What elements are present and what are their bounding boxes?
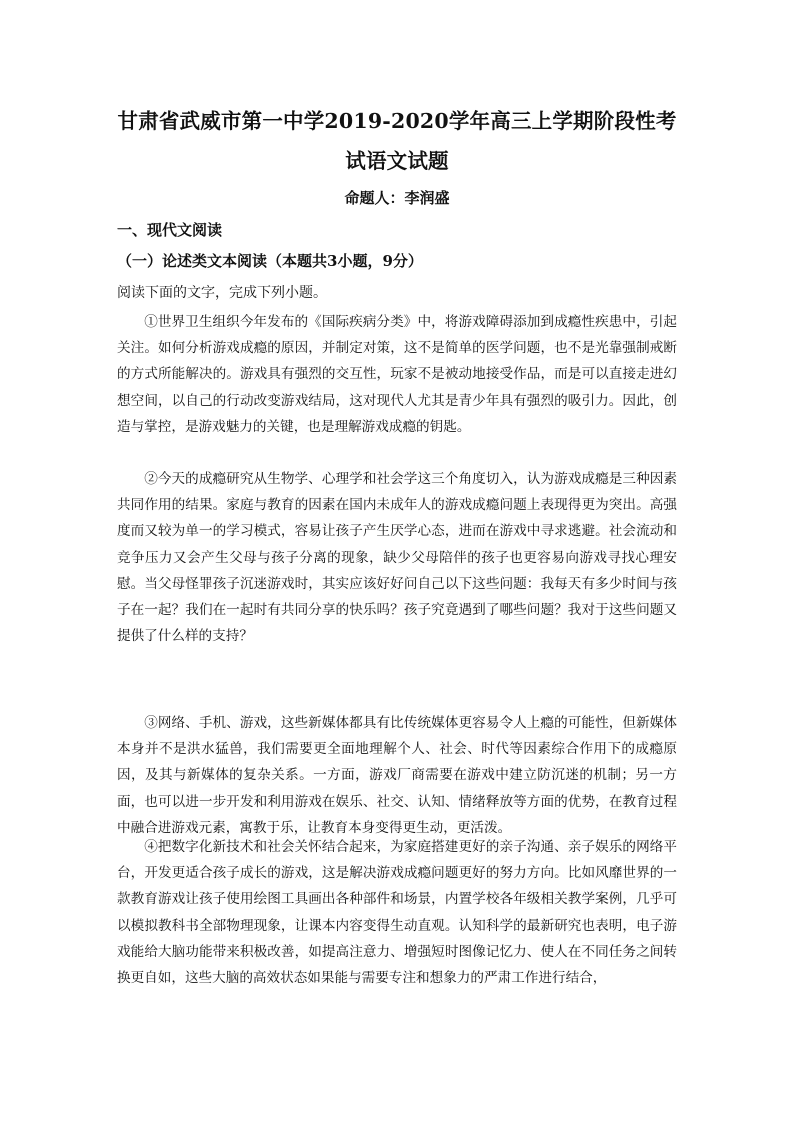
- exam-title-line-2: 试语文试题: [345, 149, 449, 173]
- passage-paragraph-4: ④把数字化新技术和社会关怀结合起来，为家庭搭建更好的亲子沟通、亲子娱乐的网络平台，开发更适合孩子成长的游戏，这是解决游戏成瘾问题更好的努力方向。比如风靡世界的一款教育游戏让孩子使用绘图工具画出各种部件和场景，内置学校各年级相关教学案例，几乎可以模拟教科书全部物理现象，让课本内容变得生动直观。认知科学的最新研究也表明，电子游戏能给大脑功能带来积极改善，如提高注意力、增强短时图像记忆力、使人在不同任务之间转换更自如，这些大脑的高效状态如果能与需要专注和想象力的严肃工作进行结合，: [117, 839, 677, 987]
- subsection-heading-argumentative: （一）论述类文本阅读（本题共3小题，9分）: [117, 252, 423, 270]
- exam-title-line-1: 甘肃省武威市第一中学2019-2020学年高三上学期阶段性考: [117, 109, 677, 133]
- passage-paragraph-1: ①世界卫生组织今年发布的《国际疾病分类》中，将游戏障碍添加到成瘾性疾患中，引起关注。如何分析游戏成瘾的原因，并制定对策，这不是简单的医学问题，也不是光靠强制戒断的方式所能解决的。游戏具有强烈的交互性，玩家不是被动地接受作品，而是可以直接走进幻想空间，以自己的行动改变游戏结局，这对现代人尤其是青少年具有强烈的吸引力。因此，创造与掌控，是游戏魅力的关键，也是理解游戏成瘾的钥匙。: [117, 314, 677, 435]
- exam-author: 命题人：李润盛: [344, 189, 450, 207]
- passage-paragraph-3: ③网络、手机、游戏，这些新媒体都具有比传统媒体更容易令人上瘾的可能性，但新媒体本身并不是洪水猛兽，我们需要更全面地理解个人、社会、时代等因素综合作用下的成瘾原因，及其与新媒体的复杂关系。一方面，游戏厂商需要在游戏中建立防沉迷的机制；另一方面，也可以进一步开发和利用游戏在娱乐、社交、认知、情绪释放等方面的优势，在教育过程中融合进游戏元素，寓教于乐，让教育本身变得更生动，更活泼。: [117, 715, 677, 836]
- reading-instruction: 阅读下面的文字，完成下列小题。: [117, 285, 327, 301]
- section-heading-modern-reading: 一、现代文阅读: [117, 221, 223, 239]
- passage-paragraph-2: ②今天的成瘾研究从生物学、心理学和社会学这三个角度切入，认为游戏成瘾是三种因素共同作用的结果。家庭与教育的因素在国内未成年人的游戏成瘾问题上表现得更为突出。高强度而又较为单一的学习模式，容易让孩子产生厌学心态，进而在游戏中寻求逃避。社会流动和竞争压力又会产生父母与孩子分离的现象，缺少父母陪伴的孩子也更容易向游戏寻找心理安慰。当父母怪罪孩子沉迷游戏时，其实应该好好问自己以下这些问题：我每天有多少时间与孩子在一起？我们在一起时有共同分享的快乐吗？孩子究竟遇到了哪些问题？我对于这些问题又提供了什么样的支持？: [117, 471, 677, 645]
